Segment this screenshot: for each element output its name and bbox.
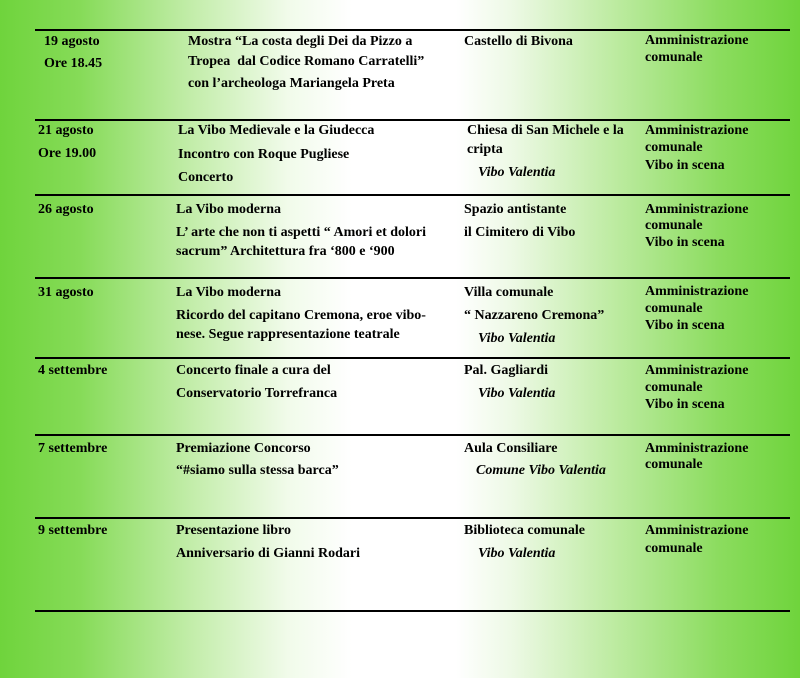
event-title: Premiazione Concorso: [176, 441, 311, 456]
event-title: La Vibo moderna: [176, 202, 282, 217]
event-line: con l’archeologa Mariangela Preta: [188, 76, 395, 91]
event-line: Tropea dal Codice Romano Carratelli”: [188, 54, 425, 69]
event-line: Anniversario di Gianni Rodari: [176, 546, 360, 561]
event-line: Concerto: [178, 170, 234, 185]
organizer-line: Amministrazione: [645, 123, 749, 138]
organizer-line: Amministrazione: [645, 523, 749, 538]
event-title: La Vibo moderna: [176, 285, 282, 300]
schedule-row: [0, 358, 800, 435]
organizer-line: Vibo in scena: [645, 318, 725, 333]
event-line: sacrum” Architettura fra ‘800 e ‘900: [176, 244, 395, 259]
location-line: Castello di Bivona: [464, 34, 573, 49]
schedule-row: [0, 120, 800, 195]
event-line: Ricordo del capitano Cremona, eroe vibo-: [176, 308, 426, 323]
schedule-row: [0, 195, 800, 278]
table-bottom-rule: [35, 610, 790, 612]
organizer-line: Amministrazione: [645, 202, 749, 217]
time-text: Ore 19.00: [38, 146, 97, 161]
organizer-line: Vibo in scena: [645, 397, 725, 412]
location-line: Chiesa di San Michele e la: [467, 123, 624, 138]
organizer-line: comunale: [645, 541, 703, 556]
date-text: 21 agosto: [38, 123, 94, 138]
event-title: Mostra “La costa degli Dei da Pizzo a: [188, 34, 413, 49]
location-city: Vibo Valentia: [478, 165, 556, 180]
location-city: Vibo Valentia: [478, 331, 556, 346]
event-line: Incontro con Roque Pugliese: [178, 147, 350, 162]
event-line: nese. Segue rappresentazione teatrale: [176, 327, 400, 342]
organizer-line: comunale: [645, 218, 703, 233]
date-text: 9 settembre: [38, 523, 108, 538]
location-city: Comune Vibo Valentia: [476, 463, 606, 478]
location-line: “ Nazzareno Cremona”: [464, 308, 605, 323]
location-line: il Cimitero di Vibo: [464, 225, 576, 240]
schedule-row: [0, 30, 800, 120]
location-line: Aula Consiliare: [464, 441, 558, 456]
location-city: Vibo Valentia: [478, 546, 556, 561]
organizer-line: Amministrazione: [645, 363, 749, 378]
location-city: Vibo Valentia: [478, 386, 556, 401]
date-text: 4 settembre: [38, 363, 108, 378]
date-text: 7 settembre: [38, 441, 108, 456]
organizer-line: comunale: [645, 301, 703, 316]
event-line: L’ arte che non ti aspetti “ Amori et dolori: [176, 225, 427, 240]
schedule-row: [0, 435, 800, 518]
time-text: Ore 18.45: [44, 56, 103, 71]
event-title: La Vibo Medievale e la Giudecca: [178, 123, 375, 138]
schedule-row: [0, 518, 800, 610]
event-title: Concerto finale a cura del: [176, 363, 331, 378]
location-line: Biblioteca comunale: [464, 523, 585, 538]
date-text: 19 agosto: [44, 34, 100, 49]
organizer-line: Amministrazione: [645, 33, 749, 48]
location-line: Pal. Gagliardi: [464, 363, 548, 378]
event-line: “#siamo sulla stessa barca”: [176, 463, 339, 478]
organizer-line: comunale: [645, 50, 703, 65]
event-title: Presentazione libro: [176, 523, 291, 538]
location-line: Villa comunale: [464, 285, 554, 300]
event-line: Conservatorio Torrefranca: [176, 386, 338, 401]
organizer-line: Amministrazione: [645, 284, 749, 299]
organizer-line: Amministrazione: [645, 441, 749, 456]
organizer-line: comunale: [645, 380, 703, 395]
organizer-line: comunale: [645, 140, 703, 155]
location-line: cripta: [467, 142, 503, 157]
date-text: 26 agosto: [38, 202, 94, 217]
organizer-line: comunale: [645, 457, 703, 472]
organizer-line: Vibo in scena: [645, 158, 725, 173]
date-text: 31 agosto: [38, 285, 94, 300]
schedule-row: [0, 278, 800, 358]
location-line: Spazio antistante: [464, 202, 567, 217]
organizer-line: Vibo in scena: [645, 235, 725, 250]
